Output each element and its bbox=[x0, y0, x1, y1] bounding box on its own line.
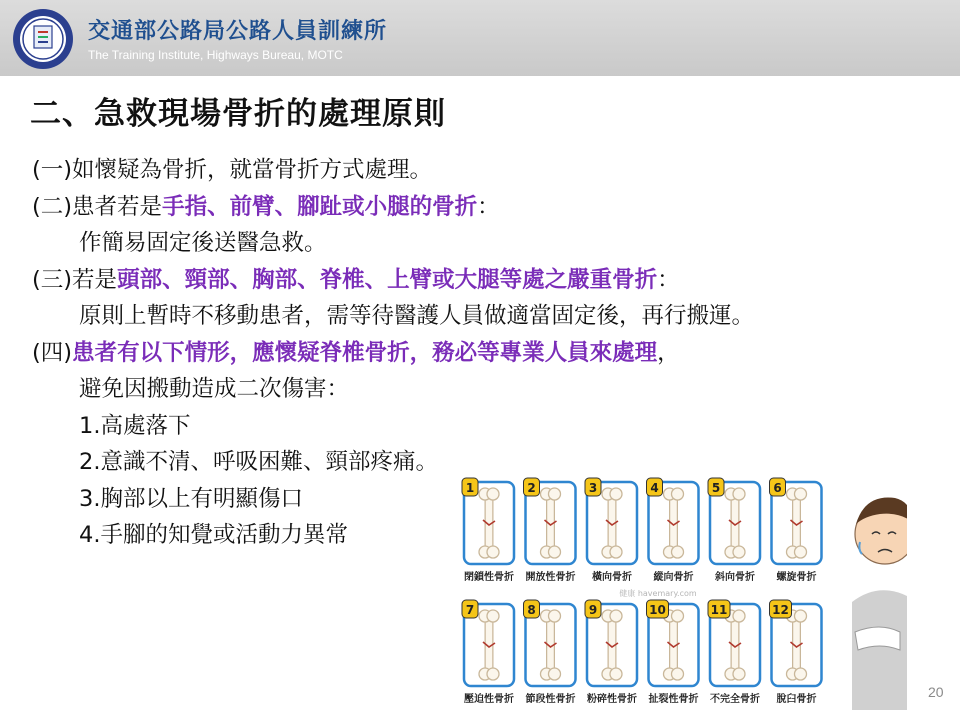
bone-end bbox=[795, 668, 807, 680]
bone-head bbox=[549, 488, 561, 500]
fracture-diagram bbox=[460, 472, 907, 710]
bone-head bbox=[549, 610, 561, 622]
bone-end bbox=[733, 668, 745, 680]
item-3-suffix: ： bbox=[657, 266, 680, 293]
fracture-cell-5 bbox=[708, 478, 760, 583]
header-bar bbox=[0, 0, 960, 76]
sub-item-4: 4.手腳的知覺或活動力異常 bbox=[79, 522, 348, 548]
badge-number: 9 bbox=[588, 603, 598, 617]
badge-number: 4 bbox=[650, 481, 659, 495]
bone-head bbox=[733, 488, 745, 500]
item-4-suffix: ， bbox=[657, 339, 680, 366]
bone-head bbox=[795, 610, 807, 622]
fracture-cell-10 bbox=[647, 600, 699, 705]
fracture-label: 縱向骨折 bbox=[653, 572, 694, 583]
fracture-label: 開放性骨折 bbox=[525, 572, 576, 583]
fracture-cell-4 bbox=[647, 478, 699, 583]
fracture-label: 脫臼骨折 bbox=[776, 694, 817, 705]
patient-figure bbox=[852, 498, 907, 710]
slide-title: 二、急救現場骨折的處理原則 bbox=[30, 96, 446, 132]
fracture-label: 節段性骨折 bbox=[525, 694, 576, 705]
badge-number: 5 bbox=[711, 481, 721, 495]
badge-number: 6 bbox=[773, 481, 782, 495]
bone-head bbox=[672, 610, 684, 622]
badge-number: 7 bbox=[465, 603, 475, 617]
fracture-cell-3 bbox=[585, 478, 637, 583]
fracture-cell-2 bbox=[524, 478, 576, 583]
fracture-label: 斜向骨折 bbox=[715, 572, 755, 583]
fracture-cell-7 bbox=[462, 600, 514, 705]
bone-head bbox=[487, 488, 499, 500]
sub-item-2: 2.意識不清、呼吸困難、頸部疼痛。 bbox=[79, 449, 438, 475]
badge-number: 8 bbox=[527, 603, 536, 617]
bone-head bbox=[733, 610, 745, 622]
bone-end bbox=[549, 546, 561, 558]
item-2 bbox=[32, 189, 754, 226]
fracture-label: 壓迫性骨折 bbox=[464, 694, 514, 705]
bone-end bbox=[487, 668, 499, 680]
patient-body bbox=[852, 590, 907, 710]
bone-head bbox=[672, 488, 684, 500]
item-4-prefix: (四) bbox=[32, 339, 73, 366]
bone-end bbox=[487, 546, 499, 558]
item-2-highlight: 手指、前臂、腳趾或小腿的骨折 bbox=[162, 193, 478, 220]
badge-number: 3 bbox=[588, 481, 598, 495]
fracture-cell-11 bbox=[708, 600, 760, 705]
item-2-prefix: (二)患者若是 bbox=[32, 193, 163, 220]
fracture-cell-8 bbox=[524, 600, 576, 705]
fracture-cell-6 bbox=[770, 478, 822, 583]
bone-end bbox=[610, 546, 622, 558]
badge-number: 12 bbox=[772, 603, 789, 617]
institute-logo bbox=[12, 8, 74, 70]
badge-number: 10 bbox=[649, 603, 666, 617]
sub-item-3: 3.胸部以上有明顯傷口 bbox=[79, 485, 303, 512]
item-1: (一)如懷疑為骨折，就當骨折方式處理。 bbox=[32, 157, 433, 183]
fracture-label: 不完全骨折 bbox=[710, 694, 760, 705]
org-title: 交通部公路局公路人員訓練所 bbox=[88, 19, 388, 44]
item-3-prefix: (三)若是 bbox=[32, 266, 118, 293]
item-2-suffix: ： bbox=[477, 193, 500, 220]
badge-number: 2 bbox=[527, 481, 536, 495]
fracture-cell-9 bbox=[585, 600, 637, 705]
fracture-label: 閉鎖性骨折 bbox=[464, 572, 514, 583]
badge-number: 1 bbox=[465, 481, 475, 495]
bone-head bbox=[610, 610, 622, 622]
bone-end bbox=[672, 546, 684, 558]
page-number: 20 bbox=[928, 684, 944, 700]
item-4-detail: 避免因搬動造成二次傷害： bbox=[79, 376, 350, 402]
bone-end bbox=[795, 546, 807, 558]
fracture-cell-1 bbox=[462, 478, 514, 583]
fracture-label: 橫向骨折 bbox=[592, 572, 632, 583]
fracture-label: 螺旋骨折 bbox=[776, 572, 817, 583]
item-4 bbox=[32, 335, 754, 372]
bone-end bbox=[733, 546, 745, 558]
bone-head bbox=[610, 488, 622, 500]
bone-head bbox=[487, 610, 499, 622]
fracture-label: 扯裂性骨折 bbox=[648, 694, 699, 705]
watermark-text: 健康 havemary.com bbox=[619, 589, 697, 598]
item-4-highlight: 患者有以下情形，應懷疑脊椎骨折，務必等專業人員來處理 bbox=[72, 339, 658, 366]
item-3-detail: 原則上暫時不移動患者，需等待醫護人員做適當固定後，再行搬運。 bbox=[79, 303, 755, 329]
bone-end bbox=[549, 668, 561, 680]
badge-number: 11 bbox=[710, 603, 728, 617]
fracture-types-illustration bbox=[460, 472, 907, 710]
bone-end bbox=[672, 668, 684, 680]
item-2-detail: 作簡易固定後送醫急救。 bbox=[79, 230, 327, 256]
fracture-label: 粉碎性骨折 bbox=[587, 694, 637, 705]
item-3-highlight: 頭部、頸部、胸部、脊椎、上臂或大腿等處之嚴重骨折 bbox=[117, 266, 658, 293]
fracture-cell-12 bbox=[770, 600, 822, 705]
item-3 bbox=[32, 262, 754, 299]
bone-head bbox=[795, 488, 807, 500]
sub-item-1: 1.高處落下 bbox=[79, 412, 191, 439]
org-subtitle: The Training Institute, Highways Bureau, MOTC bbox=[88, 48, 343, 62]
bone-end bbox=[610, 668, 622, 680]
